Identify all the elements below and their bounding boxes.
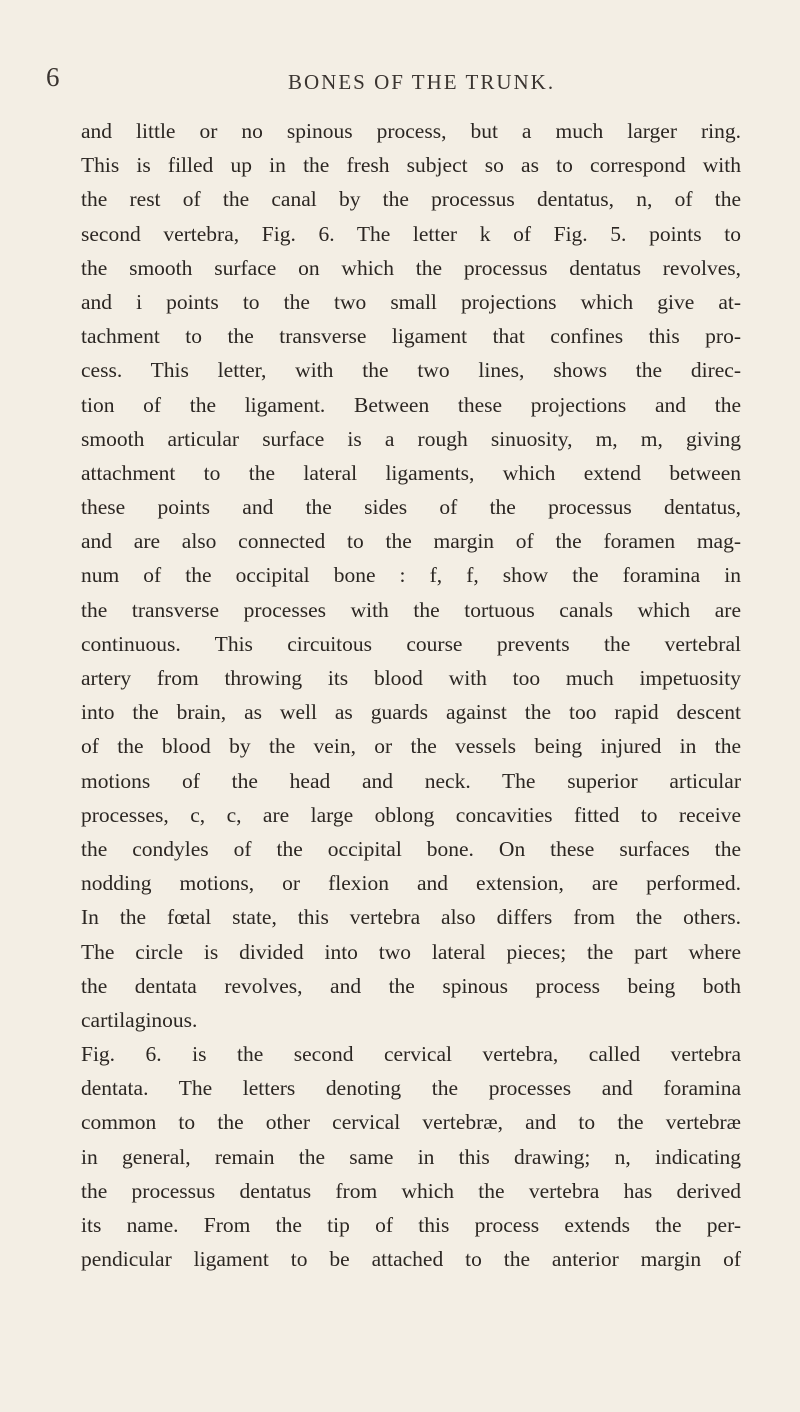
- text-line: and i points to the two small projections which give at-: [81, 289, 741, 314]
- text-line: common to the other cervical vertebræ, and to the vertebræ: [81, 1110, 741, 1135]
- body-text: [81, 114, 741, 1276]
- text-line: smooth articular surface is a rough sinuosity, m, m, giving: [81, 426, 741, 451]
- text-line: tachment to the transverse ligament that confines this pro-: [81, 324, 741, 349]
- text-line: the transverse processes with the tortuous canals which are: [81, 597, 741, 622]
- text-line: the condyles of the occipital bone. On these surfaces the: [81, 836, 741, 861]
- text-line: num of the occipital bone : f, f, show the foramina in: [81, 563, 741, 588]
- text-line: artery from throwing its blood with too much impetuosity: [81, 666, 741, 690]
- text-line: continuous. This circuitous course prevents the vertebral: [81, 631, 741, 656]
- text-line: nodding motions, or flexion and extension, are performed.: [81, 871, 741, 896]
- text-line: the smooth surface on which the processus dentatus revolves,: [81, 255, 741, 280]
- text-line: in general, remain the same in this drawing; n, indicating: [81, 1144, 741, 1169]
- page-number: 6: [46, 62, 60, 92]
- text-line: these points and the sides of the processus dentatus,: [81, 495, 741, 520]
- text-line: cess. This letter, with the two lines, shows the direc-: [81, 358, 741, 383]
- text-line: This is filled up in the fresh subject so as to correspond with: [81, 153, 741, 178]
- text-line: and are also connected to the margin of the foramen mag-: [81, 529, 741, 554]
- text-line: The circle is divided into two lateral pieces; the part where: [81, 939, 741, 964]
- text-line: second vertebra, Fig. 6. The letter k of Fig. 5. points to: [81, 221, 741, 246]
- text-line: the dentata revolves, and the spinous process being both: [81, 973, 741, 998]
- text-line: cartilaginous.: [81, 1007, 198, 1032]
- text-line: and little or no spinous process, but a much larger ring.: [81, 119, 741, 143]
- text-line: tion of the ligament. Between these projections and the: [81, 392, 741, 417]
- text-line: Fig. 6. is the second cervical vertebra, called vertebra: [81, 1042, 741, 1067]
- text-line: the processus dentatus from which the vertebra has derived: [81, 1178, 741, 1203]
- text-line: In the fœtal state, this vertebra also differs from the others.: [81, 905, 741, 930]
- text-line: pendicular ligament to be attached to the anterior margin of: [81, 1247, 741, 1272]
- text-line: attachment to the lateral ligaments, which extend between: [81, 460, 741, 485]
- text-line: motions of the head and neck. The superior articular: [81, 768, 741, 793]
- text-line: its name. From the tip of this process extends the per-: [81, 1213, 741, 1237]
- text-line: of the blood by the vein, or the vessels being injured in the: [81, 734, 741, 759]
- text-line: into the brain, as well as guards against the too rapid descent: [81, 700, 741, 725]
- text-line: the rest of the canal by the processus dentatus, n, of the: [81, 187, 741, 212]
- text-line: dentata. The letters denoting the processes and foramina: [81, 1076, 741, 1101]
- text-line: processes, c, c, are large oblong concavities fitted to receive: [81, 802, 741, 827]
- running-title: BONES OF THE TRUNK.: [288, 70, 556, 94]
